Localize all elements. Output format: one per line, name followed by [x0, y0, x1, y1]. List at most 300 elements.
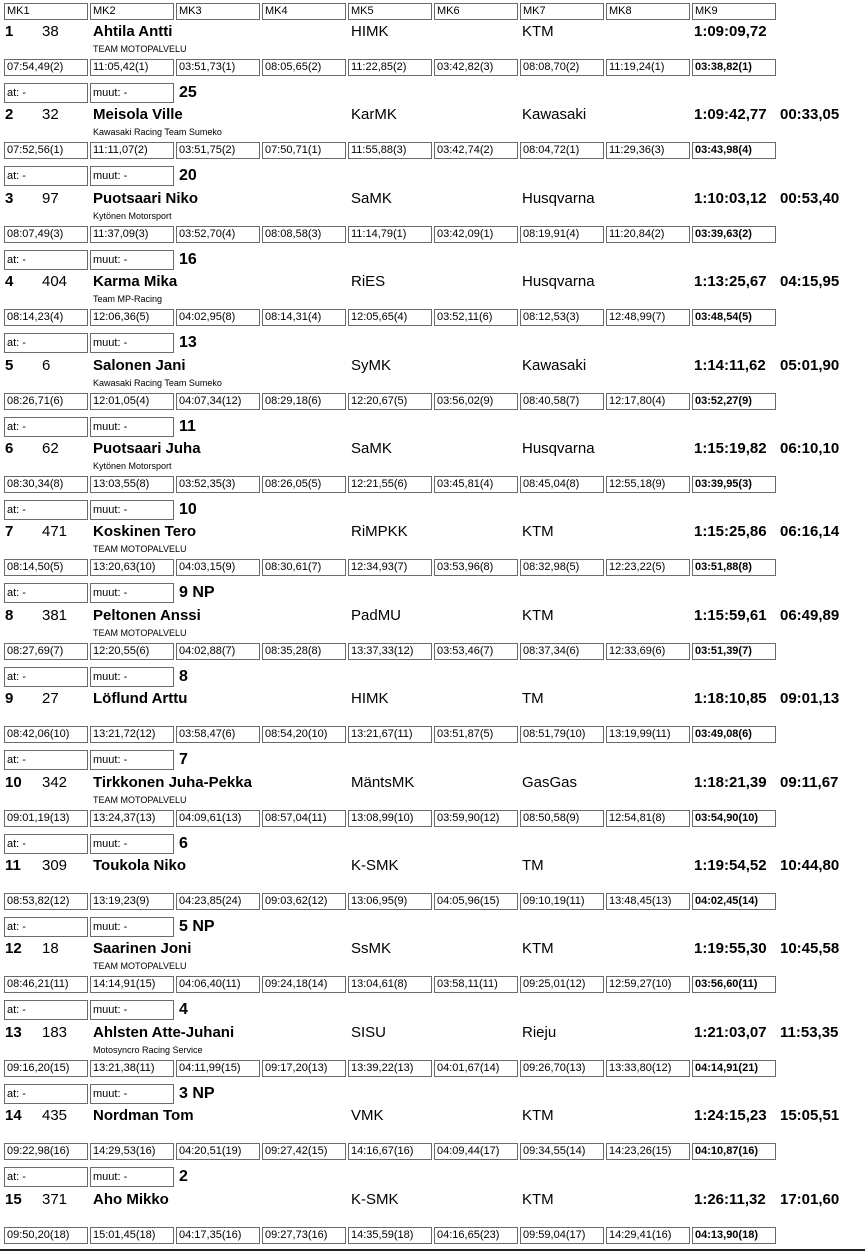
- start-number: 6: [42, 356, 51, 374]
- column-header: MK9: [692, 3, 776, 20]
- split-time: 14:29,41(16): [606, 1227, 690, 1244]
- position: 14: [5, 1107, 22, 1125]
- total-time: 1:26:11,32: [694, 1190, 766, 1208]
- split-time: 12:34,93(7): [348, 559, 432, 576]
- rider-name: Karma Mika: [93, 273, 178, 291]
- split-time: 04:06,40(11): [176, 976, 260, 993]
- split-time: 15:01,45(18): [90, 1227, 174, 1244]
- total-time: 1:15:19,82: [694, 440, 767, 457]
- split-time: 11:22,85(2): [348, 59, 432, 76]
- split-time: 03:56,60(11): [692, 976, 776, 993]
- team-name: Team MP-Racing: [93, 294, 163, 305]
- column-header: MK6: [434, 3, 518, 20]
- split-time: 04:10,87(16): [692, 1143, 776, 1160]
- split-time: 14:23,26(15): [606, 1143, 690, 1160]
- total-time: 1:15:59,61: [694, 606, 767, 624]
- split-time: 13:19,23(9): [90, 893, 174, 910]
- gap-time: 09:11,67: [780, 773, 839, 791]
- points: 4: [179, 1001, 188, 1019]
- start-number: 404: [42, 273, 68, 291]
- start-number: 342: [42, 773, 68, 791]
- gap-time: 15:05,51: [780, 1107, 840, 1125]
- split-time: 03:39,63(2): [692, 226, 776, 243]
- split-time: 03:51,87(5): [434, 726, 518, 743]
- split-time: 12:21,55(6): [348, 476, 432, 493]
- club-name: SsMK: [351, 940, 392, 958]
- column-header: MK4: [262, 3, 346, 20]
- total-time: 1:21:03,07: [694, 1023, 767, 1041]
- club-name: HIMK: [351, 23, 389, 40]
- split-time: 12:06,36(5): [90, 309, 174, 326]
- team-name: Kawasaki Racing Team Sumeko: [93, 377, 222, 388]
- column-header: MK8: [606, 3, 690, 20]
- split-time: 03:52,11(6): [434, 309, 518, 326]
- split-time: 08:51,79(10): [520, 726, 604, 743]
- position: 9: [5, 690, 14, 708]
- split-time: 04:14,91(21): [692, 1060, 776, 1077]
- gap-time: 17:01,60: [780, 1190, 840, 1208]
- split-time: 08:45,04(8): [520, 476, 604, 493]
- split-time: 12:20,55(6): [90, 643, 174, 660]
- split-time: 07:52,56(1): [4, 142, 88, 159]
- split-time: 11:19,24(1): [606, 59, 690, 76]
- club-name: SyMK: [351, 356, 392, 374]
- points: 25: [179, 84, 197, 101]
- split-time: 14:14,91(15): [90, 976, 174, 993]
- points: 7: [179, 751, 188, 769]
- start-number: 471: [42, 523, 68, 541]
- gap-time: 05:01,90: [780, 356, 840, 374]
- points: 2: [179, 1168, 188, 1186]
- split-time: 13:19,99(11): [606, 726, 690, 743]
- split-time: 04:02,45(14): [692, 893, 776, 910]
- split-time: 04:02,88(7): [176, 643, 260, 660]
- total-time: 1:18:10,85: [694, 690, 767, 708]
- split-time: 11:20,84(2): [606, 226, 690, 243]
- muut-field: muut: -: [90, 83, 174, 103]
- split-time: 13:48,45(13): [606, 893, 690, 910]
- bike-brand: TM: [522, 690, 544, 708]
- start-number: 27: [42, 690, 59, 708]
- club-name: SaMK: [351, 189, 392, 207]
- split-time: 04:09,61(13): [176, 810, 260, 827]
- split-time: 13:39,22(13): [348, 1060, 432, 1077]
- split-time: 08:35,28(8): [262, 643, 346, 660]
- split-time: 03:53,46(7): [434, 643, 518, 660]
- club-name: HIMK: [351, 690, 389, 708]
- start-number: 435: [42, 1107, 68, 1125]
- start-number: 62: [42, 440, 59, 457]
- split-time: 11:37,09(3): [90, 226, 174, 243]
- position: 12: [5, 940, 22, 958]
- at-field: at: -: [4, 83, 88, 103]
- start-number: 309: [42, 857, 68, 874]
- rider-name: Meisola Ville: [93, 106, 183, 124]
- split-time: 12:01,05(4): [90, 393, 174, 410]
- split-time: 03:51,88(8): [692, 559, 776, 576]
- split-time: 13:04,61(8): [348, 976, 432, 993]
- total-time: 1:24:15,23: [694, 1107, 767, 1125]
- at-field: at: -: [4, 250, 88, 270]
- split-time: 09:59,04(17): [520, 1227, 604, 1244]
- position: 2: [5, 106, 14, 124]
- gap-time: 00:53,40: [780, 189, 840, 207]
- muut-field: muut: -: [90, 1000, 174, 1020]
- at-field: at: -: [4, 417, 88, 437]
- total-time: 1:09:09,72: [694, 23, 767, 40]
- split-time: 03:54,90(10): [692, 810, 776, 827]
- start-number: 32: [42, 106, 59, 124]
- bike-brand: Kawasaki: [522, 106, 587, 124]
- split-time: 08:08,58(3): [262, 226, 346, 243]
- split-time: 03:48,54(5): [692, 309, 776, 326]
- gap-time: 06:49,89: [780, 606, 840, 624]
- split-time: 08:50,58(9): [520, 810, 604, 827]
- split-time: 13:08,99(10): [348, 810, 432, 827]
- muut-field: muut: -: [90, 667, 174, 687]
- split-time: 08:27,69(7): [4, 643, 88, 660]
- split-time: 04:07,34(12): [176, 393, 260, 410]
- split-time: 11:05,42(1): [90, 59, 174, 76]
- split-time: 08:30,34(8): [4, 476, 88, 493]
- split-time: 13:33,80(12): [606, 1060, 690, 1077]
- points: 13: [179, 334, 197, 352]
- team-name: TEAM MOTOPALVELU: [93, 961, 187, 972]
- points: 16: [179, 250, 197, 268]
- split-time: 03:52,35(3): [176, 476, 260, 493]
- at-field: at: -: [4, 333, 88, 353]
- at-field: at: -: [4, 917, 88, 937]
- team-name: TEAM MOTOPALVELU: [93, 44, 187, 54]
- split-time: 09:25,01(12): [520, 976, 604, 993]
- total-time: 1:14:11,62: [694, 356, 766, 374]
- split-time: 13:06,95(9): [348, 893, 432, 910]
- split-time: 09:17,20(13): [262, 1060, 346, 1077]
- split-time: 09:03,62(12): [262, 893, 346, 910]
- split-time: 13:03,55(8): [90, 476, 174, 493]
- points: 5 NP: [179, 918, 215, 935]
- split-time: 13:20,63(10): [90, 559, 174, 576]
- total-time: 1:15:25,86: [694, 523, 767, 541]
- points: 3 NP: [179, 1084, 215, 1102]
- split-time: 11:14,79(1): [348, 226, 432, 243]
- points: 20: [179, 167, 197, 185]
- split-time: 03:42,82(3): [434, 59, 518, 76]
- position: 6: [5, 440, 14, 457]
- position: 8: [5, 606, 14, 624]
- start-number: 97: [42, 189, 59, 207]
- split-time: 13:21,67(11): [348, 726, 432, 743]
- split-time: 08:12,53(3): [520, 309, 604, 326]
- position: 3: [5, 189, 14, 207]
- split-time: 03:58,47(6): [176, 726, 260, 743]
- split-time: 09:16,20(15): [4, 1060, 88, 1077]
- split-time: 03:38,82(1): [692, 59, 776, 76]
- bike-brand: Kawasaki: [522, 356, 587, 374]
- position: 11: [5, 857, 21, 874]
- bike-brand: KTM: [522, 23, 554, 40]
- split-time: 12:59,27(10): [606, 976, 690, 993]
- split-time: 13:21,72(12): [90, 726, 174, 743]
- position: 1: [5, 23, 14, 40]
- split-time: 09:24,18(14): [262, 976, 346, 993]
- split-time: 04:05,96(15): [434, 893, 518, 910]
- split-time: 08:26,05(5): [262, 476, 346, 493]
- position: 4: [5, 273, 14, 291]
- split-time: 09:22,98(16): [4, 1143, 88, 1160]
- split-time: 08:40,58(7): [520, 393, 604, 410]
- split-time: 03:42,09(1): [434, 226, 518, 243]
- position: 10: [5, 773, 22, 791]
- muut-field: muut: -: [90, 500, 174, 520]
- split-time: 03:42,74(2): [434, 142, 518, 159]
- split-time: 04:13,90(18): [692, 1227, 776, 1244]
- bike-brand: Husqvarna: [522, 440, 595, 457]
- split-time: 08:57,04(11): [262, 810, 346, 827]
- split-time: 03:51,75(2): [176, 142, 260, 159]
- club-name: K-SMK: [351, 1190, 399, 1208]
- split-time: 11:55,88(3): [348, 142, 432, 159]
- split-time: 08:32,98(5): [520, 559, 604, 576]
- split-time: 12:23,22(5): [606, 559, 690, 576]
- total-time: 1:09:42,77: [694, 106, 767, 124]
- split-time: 03:52,27(9): [692, 393, 776, 410]
- team-name: TEAM MOTOPALVELU: [93, 627, 187, 638]
- points: 9 NP: [179, 584, 215, 602]
- bike-brand: KTM: [522, 1107, 554, 1125]
- team-name: TEAM MOTOPALVELU: [93, 794, 187, 805]
- split-time: 12:20,67(5): [348, 393, 432, 410]
- total-time: 1:19:55,30: [694, 940, 767, 958]
- muut-field: muut: -: [90, 917, 174, 937]
- split-time: 12:54,81(8): [606, 810, 690, 827]
- split-time: 13:21,38(11): [90, 1060, 174, 1077]
- at-field: at: -: [4, 667, 88, 687]
- split-time: 03:52,70(4): [176, 226, 260, 243]
- position: 13: [5, 1023, 22, 1041]
- rider-name: Ahtila Antti: [93, 23, 173, 40]
- total-time: 1:19:54,52: [694, 857, 767, 874]
- bike-brand: Rieju: [522, 1023, 557, 1041]
- split-time: 04:20,51(19): [176, 1143, 260, 1160]
- column-header: MK5: [348, 3, 432, 20]
- split-time: 03:59,90(12): [434, 810, 518, 827]
- rider-name: Koskinen Tero: [93, 523, 197, 541]
- split-time: 08:37,34(6): [520, 643, 604, 660]
- split-time: 14:35,59(18): [348, 1227, 432, 1244]
- split-time: 08:54,20(10): [262, 726, 346, 743]
- club-name: K-SMK: [351, 857, 399, 874]
- start-number: 38: [42, 23, 59, 40]
- muut-field: muut: -: [90, 750, 174, 770]
- at-field: at: -: [4, 1084, 88, 1104]
- muut-field: muut: -: [90, 1084, 174, 1104]
- bike-brand: Husqvarna: [522, 273, 595, 291]
- column-header: MK2: [90, 3, 174, 20]
- total-time: 1:13:25,67: [694, 273, 767, 291]
- split-time: 14:16,67(16): [348, 1143, 432, 1160]
- bike-brand: KTM: [522, 1190, 554, 1208]
- rider-name: Puotsaari Juha: [93, 440, 201, 457]
- at-field: at: -: [4, 500, 88, 520]
- split-time: 04:17,35(16): [176, 1227, 260, 1244]
- split-time: 11:29,36(3): [606, 142, 690, 159]
- position: 15: [5, 1190, 22, 1208]
- split-time: 08:05,65(2): [262, 59, 346, 76]
- column-header: MK7: [520, 3, 604, 20]
- split-time: 03:49,08(6): [692, 726, 776, 743]
- bike-brand: KTM: [522, 606, 554, 624]
- gap-time: 00:33,05: [780, 106, 840, 124]
- split-time: 08:14,31(4): [262, 309, 346, 326]
- rider-name: Puotsaari Niko: [93, 189, 199, 207]
- bike-brand: KTM: [522, 940, 554, 958]
- rider-name: Peltonen Anssi: [93, 606, 201, 624]
- club-name: VMK: [351, 1107, 384, 1125]
- start-number: 371: [42, 1190, 68, 1208]
- bike-brand: Husqvarna: [522, 189, 595, 207]
- gap-time: 11:53,35: [780, 1023, 839, 1041]
- bike-brand: KTM: [522, 523, 554, 541]
- muut-field: muut: -: [90, 250, 174, 270]
- start-number: 381: [42, 606, 68, 624]
- split-time: 14:29,53(16): [90, 1143, 174, 1160]
- total-time: 1:18:21,39: [694, 773, 767, 791]
- rider-name: Ahlsten Atte-Juhani: [93, 1023, 235, 1041]
- points: 10: [179, 501, 197, 518]
- split-time: 03:43,98(4): [692, 142, 776, 159]
- club-name: KarMK: [351, 106, 397, 124]
- split-time: 08:29,18(6): [262, 393, 346, 410]
- split-time: 12:55,18(9): [606, 476, 690, 493]
- at-field: at: -: [4, 1000, 88, 1020]
- gap-time: 10:45,58: [780, 940, 840, 958]
- at-field: at: -: [4, 750, 88, 770]
- split-time: 07:50,71(1): [262, 142, 346, 159]
- split-time: 11:11,07(2): [90, 142, 174, 159]
- club-name: RiES: [351, 273, 386, 291]
- position: 7: [5, 523, 14, 541]
- points: 8: [179, 667, 188, 685]
- split-time: 08:14,50(5): [4, 559, 88, 576]
- split-time: 08:42,06(10): [4, 726, 88, 743]
- position: 5: [5, 356, 14, 374]
- club-name: PadMU: [351, 606, 402, 624]
- split-time: 13:37,33(12): [348, 643, 432, 660]
- club-name: SISU: [351, 1023, 387, 1041]
- at-field: at: -: [4, 583, 88, 603]
- split-time: 04:11,99(15): [176, 1060, 260, 1077]
- total-time: 1:10:03,12: [694, 189, 767, 207]
- at-field: at: -: [4, 834, 88, 854]
- rider-name: Löflund Arttu: [93, 690, 188, 708]
- split-time: 09:27,42(15): [262, 1143, 346, 1160]
- gap-time: 06:16,14: [780, 523, 840, 541]
- split-time: 04:09,44(17): [434, 1143, 518, 1160]
- split-time: 04:03,15(9): [176, 559, 260, 576]
- split-time: 07:54,49(2): [4, 59, 88, 76]
- split-time: 09:50,20(18): [4, 1227, 88, 1244]
- column-header: MK1: [4, 3, 88, 20]
- club-name: MäntsMK: [351, 773, 415, 791]
- split-time: 08:46,21(11): [4, 976, 88, 993]
- at-field: at: -: [4, 1167, 88, 1187]
- start-number: 183: [42, 1023, 68, 1041]
- rider-name: Aho Mikko: [93, 1190, 169, 1208]
- points: 6: [179, 834, 188, 852]
- split-time: 03:53,96(8): [434, 559, 518, 576]
- rider-name: Nordman Tom: [93, 1107, 194, 1125]
- split-time: 12:48,99(7): [606, 309, 690, 326]
- muut-field: muut: -: [90, 417, 174, 437]
- split-time: 08:08,70(2): [520, 59, 604, 76]
- split-time: 09:26,70(13): [520, 1060, 604, 1077]
- split-time: 03:51,73(1): [176, 59, 260, 76]
- split-time: 08:30,61(7): [262, 559, 346, 576]
- gap-time: 04:15,95: [780, 273, 840, 291]
- column-header: MK3: [176, 3, 260, 20]
- rider-name: Saarinen Joni: [93, 940, 192, 958]
- muut-field: muut: -: [90, 1167, 174, 1187]
- split-time: 03:39,95(3): [692, 476, 776, 493]
- gap-time: 10:44,80: [780, 857, 840, 874]
- split-time: 04:01,67(14): [434, 1060, 518, 1077]
- rider-name: Salonen Jani: [93, 356, 186, 374]
- split-time: 03:56,02(9): [434, 393, 518, 410]
- club-name: SaMK: [351, 440, 392, 457]
- club-name: RiMPKK: [351, 523, 408, 541]
- start-number: 18: [42, 940, 59, 958]
- rider-name: Tirkkonen Juha-Pekka: [93, 773, 252, 791]
- split-time: 13:24,37(13): [90, 810, 174, 827]
- gap-time: 09:01,13: [780, 690, 840, 708]
- split-time: 08:04,72(1): [520, 142, 604, 159]
- split-time: 08:19,91(4): [520, 226, 604, 243]
- split-time: 09:34,55(14): [520, 1143, 604, 1160]
- team-name: TEAM MOTOPALVELU: [93, 544, 187, 555]
- at-field: at: -: [4, 166, 88, 186]
- bike-brand: GasGas: [522, 773, 578, 791]
- split-time: 03:51,39(7): [692, 643, 776, 660]
- split-time: 03:58,11(11): [434, 976, 518, 993]
- split-time: 08:07,49(3): [4, 226, 88, 243]
- split-time: 12:05,65(4): [348, 309, 432, 326]
- muut-field: muut: -: [90, 834, 174, 854]
- muut-field: muut: -: [90, 333, 174, 353]
- team-name: Kytönen Motorsport: [93, 461, 172, 471]
- muut-field: muut: -: [90, 166, 174, 186]
- split-time: 12:33,69(6): [606, 643, 690, 660]
- team-name: Kawasaki Racing Team Sumeko: [93, 127, 222, 138]
- gap-time: 06:10,10: [780, 440, 840, 457]
- split-time: 09:10,19(11): [520, 893, 604, 910]
- team-name: Kytönen Motorsport: [93, 210, 172, 221]
- split-time: 04:16,65(23): [434, 1227, 518, 1244]
- rider-name: Toukola Niko: [93, 857, 187, 874]
- split-time: 12:17,80(4): [606, 393, 690, 410]
- split-time: 04:02,95(8): [176, 309, 260, 326]
- split-time: 03:45,81(4): [434, 476, 518, 493]
- points: 11: [179, 417, 196, 435]
- split-time: 09:27,73(16): [262, 1227, 346, 1244]
- split-time: 09:01,19(13): [4, 810, 88, 827]
- team-name: Motosyncro Racing Service: [93, 1044, 203, 1055]
- split-time: 08:53,82(12): [4, 893, 88, 910]
- split-time: 08:26,71(6): [4, 393, 88, 410]
- bike-brand: TM: [522, 857, 544, 874]
- muut-field: muut: -: [90, 583, 174, 603]
- split-time: 08:14,23(4): [4, 309, 88, 326]
